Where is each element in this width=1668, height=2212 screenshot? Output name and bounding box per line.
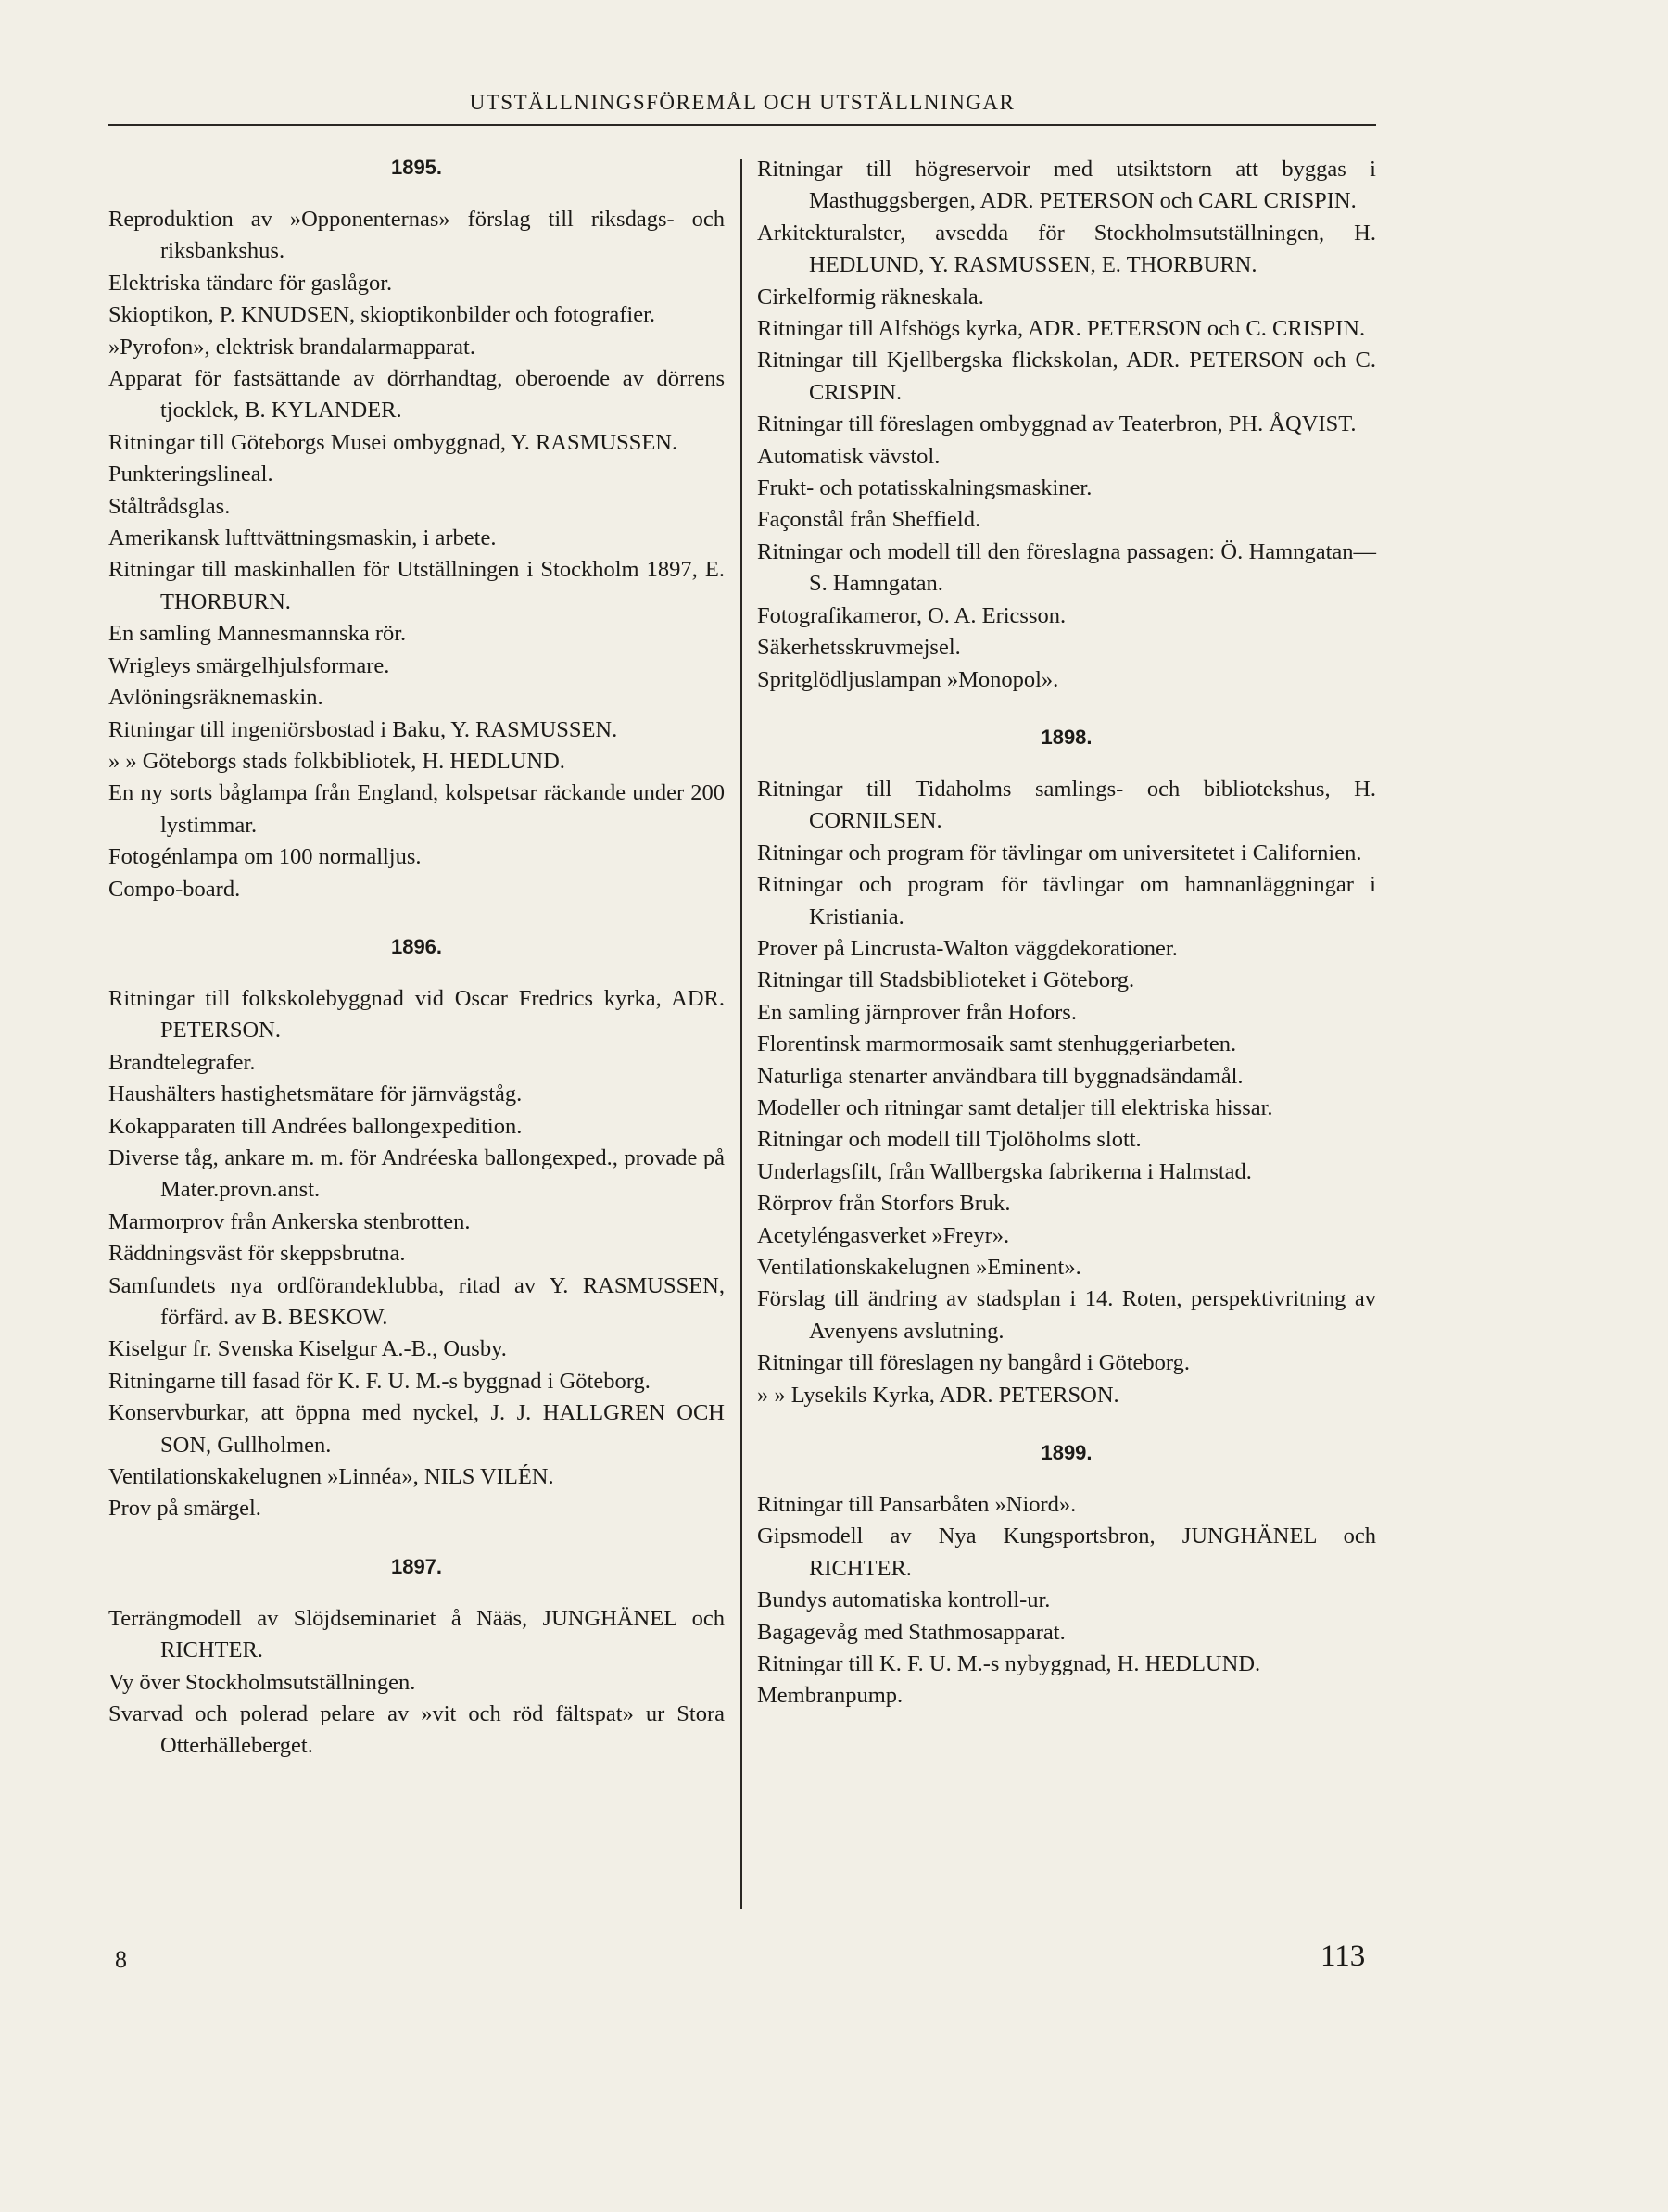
list-item: Frukt- och potatisskalningsmaskiner. [757, 475, 1093, 501]
list-item: Ritningar till ingeniörsbostad i Baku, Y. RASMUSSEN. [108, 716, 618, 742]
list-item: En samling Mannesmannska rör. [108, 621, 407, 647]
list-item: Prov på smärgel. [108, 1496, 261, 1522]
list-item: Naturliga stenarter användbara till byggnadsändamål. [757, 1063, 1244, 1089]
list-item: Ritningar och modell till Tjolöholms slott. [757, 1127, 1142, 1153]
list-item: Amerikansk lufttvättningsmaskin, i arbete. [108, 525, 497, 551]
list-item: Ritningar till Stadsbiblioteket i Göteborg. [757, 967, 1135, 993]
list-item: Bagagevåg med Stathmosapparat. [757, 1619, 1066, 1645]
list-item: Rörprov från Storfors Bruk. [757, 1191, 1011, 1217]
list-item: Haushälters hastighetsmätare för järnvägståg. [108, 1081, 523, 1107]
list-item: Membranpump. [757, 1683, 904, 1709]
list-item: Ritningar till maskinhallen för Utställningen i Stockholm 1897, E. THORBURN. [108, 557, 725, 614]
list-item: Cirkelformig räkneskala. [757, 284, 984, 310]
list-item: Avlöningsräknemaskin. [108, 685, 323, 711]
list-item: Ritningar till Alfshögs kyrka, ADR. PETERSON och C. CRISPIN. [757, 316, 1366, 342]
list-item: Arkitekturalster, avsedda för Stockholmsutställningen, H. HEDLUND, Y. RASMUSSEN, E. THORBURN. [757, 220, 1376, 278]
list-item: Ritningar till föreslagen ny bangård i Göteborg. [757, 1350, 1190, 1376]
list-item: Punkteringslineal. [108, 461, 273, 487]
list-item: Prover på Lincrusta-Walton väggdekorationer. [757, 935, 1178, 961]
section-1896 [108, 933, 725, 1525]
list-item: Ventilationskakelugnen »Eminent». [757, 1255, 1081, 1280]
list-item: Samfundets nya ordförandeklubba, ritad av Y. RASMUSSEN, förfärd. av B. BESKOW. [108, 1272, 725, 1330]
list-item: Fotografikameror, O. A. Ericsson. [757, 602, 1067, 628]
list-item: Förslag till ändring av stadsplan i 14. Roten, perspektivritning av Avenyens avslutning. [757, 1286, 1376, 1344]
list-item: Konservburkar, att öppna med nyckel, J. J. HALLGREN OCH SON, Gullholmen. [108, 1400, 725, 1458]
left-column [108, 154, 725, 1790]
year-heading: 1897. [390, 1554, 443, 1578]
list-item: Brandtelegrafer. [108, 1049, 256, 1075]
section-1897 [108, 1553, 725, 1763]
list-item: Modeller och ritningar samt detaljer till elektriska hissar. [757, 1094, 1273, 1120]
list-item: Acetyléngasverket »Freyr». [757, 1222, 1010, 1248]
section-1899 [757, 1439, 1376, 1713]
list-item: Ritningar till föreslagen ombyggnad av Teaterbron, PH. ÅQVIST. [757, 411, 1357, 437]
running-header: UTSTÄLLNINGSFÖREMÅL OCH UTSTÄLLNINGAR [108, 91, 1376, 126]
list-item: Compo-board. [108, 876, 241, 902]
list-item: Ritningar och modell till den föreslagna passagen: Ö. Hamngatan—S. Hamngatan. [757, 538, 1376, 597]
right-column [757, 154, 1376, 1740]
section-1895 [108, 154, 725, 905]
list-item: Ritningar till Göteborgs Musei ombyggnad, Y. RASMUSSEN. [108, 429, 678, 455]
list-item: Kokapparaten till Andrées ballongexpedition. [108, 1113, 523, 1139]
list-item: » » Göteborgs stads folkbibliotek, H. HEDLUND. [108, 748, 565, 774]
column-divider [740, 159, 742, 1909]
list-item: Kiselgur fr. Svenska Kiselgur A.-B., Ousby. [108, 1336, 507, 1362]
list-item: En ny sorts båglampa från England, kolspetsar räckande under 200 lystimmar. [108, 780, 725, 838]
list-item: Façonstål från Sheffield. [757, 507, 981, 533]
list-item: Ventilationskakelugnen »Linnéa», NILS VILÉN. [108, 1464, 554, 1490]
list-item: Ritningar och program för tävlingar om hamnanläggningar i Kristiania. [757, 872, 1376, 929]
list-item: Räddningsväst för skeppsbrutna. [108, 1241, 406, 1267]
list-item: Automatisk vävstol. [757, 443, 941, 469]
section-1897-continued [757, 154, 1376, 696]
year-heading: 1896. [390, 934, 443, 958]
year-heading: 1895. [390, 156, 443, 179]
list-item: » » Lysekils Kyrka, ADR. PETERSON. [757, 1382, 1119, 1408]
list-item: Wrigleys smärgelhjulsformare. [108, 652, 390, 678]
list-item: Ritningar till Kjellbergska flickskolan, ADR. PETERSON och C. CRISPIN. [757, 348, 1376, 405]
list-item: Apparat för fastsättande av dörrhandtag, oberoende av dörrens tjocklek, B. KYLANDER. [108, 366, 725, 423]
list-item: Ritningarne till fasad för K. F. U. M.-s byggnad i Göteborg. [108, 1368, 651, 1394]
list-item: Terrängmodell av Slöjdseminariet å Nääs, JUNGHÄNEL och RICHTER. [108, 1605, 725, 1663]
page-number: 113 [1320, 1940, 1366, 1973]
list-item: Marmorprov från Ankerska stenbrotten. [108, 1208, 471, 1234]
list-item: Ritningar till folkskolebyggnad vid Oscar Fredrics kyrka, ADR. PETERSON. [108, 985, 725, 1043]
list-item: En samling järnprover från Hofors. [757, 999, 1077, 1025]
list-item: Säkerhetsskruvmejsel. [757, 635, 961, 661]
list-item: Ritningar till Tidaholms samlings- och bibliotekshus, H. CORNILSEN. [757, 776, 1376, 834]
list-item: »Pyrofon», elektrisk brandalarmapparat. [108, 334, 475, 360]
list-item: Underlagsfilt, från Wallbergska fabrikerna i Halmstad. [757, 1158, 1252, 1184]
list-item: Ritningar till högreservoir med utsiktstorn att byggas i Masthuggsbergen, ADR. PETERSON och CARL CRISPIN. [757, 157, 1376, 214]
year-heading: 1898. [1041, 725, 1093, 749]
list-item: Diverse tåg, ankare m. m. för Andréeska ballongexped., provade på Mater.provn.anst. [108, 1144, 725, 1203]
signature-mark: 8 [115, 1946, 127, 1973]
list-item: Spritglödljuslampan »Monopol». [757, 666, 1059, 692]
list-item: Florentinsk marmormosaik samt stenhuggeriarbeten. [757, 1031, 1237, 1057]
list-item: Elektriska tändare för gaslågor. [108, 270, 393, 296]
list-item: Ritningar till K. F. U. M.-s nybyggnad, H. HEDLUND. [757, 1651, 1261, 1677]
list-item: Fotogénlampa om 100 normalljus. [108, 844, 422, 870]
list-item: Skioptikon, P. KNUDSEN, skioptikonbilder och fotografier. [108, 302, 656, 328]
list-item: Reproduktion av »Opponenternas» förslag till riksdags- och riksbankshus. [108, 207, 725, 264]
list-item: Ståltrådsglas. [108, 493, 231, 519]
list-item: Ritningar till Pansarbåten »Niord». [757, 1492, 1077, 1518]
list-item: Ritningar och program för tävlingar om universitetet i Californien. [757, 840, 1362, 866]
list-item: Svarvad och polerad pelare av »vit och röd fältspat» ur Stora Otterhälleberget. [108, 1701, 725, 1759]
year-heading: 1899. [1041, 1441, 1093, 1465]
list-item: Gipsmodell av Nya Kungsportsbron, JUNGHÄNEL och RICHTER. [757, 1523, 1376, 1581]
section-1898 [757, 724, 1376, 1411]
list-item: Bundys automatiska kontroll-ur. [757, 1587, 1051, 1613]
list-item: Vy över Stockholmsutställningen. [108, 1669, 416, 1695]
